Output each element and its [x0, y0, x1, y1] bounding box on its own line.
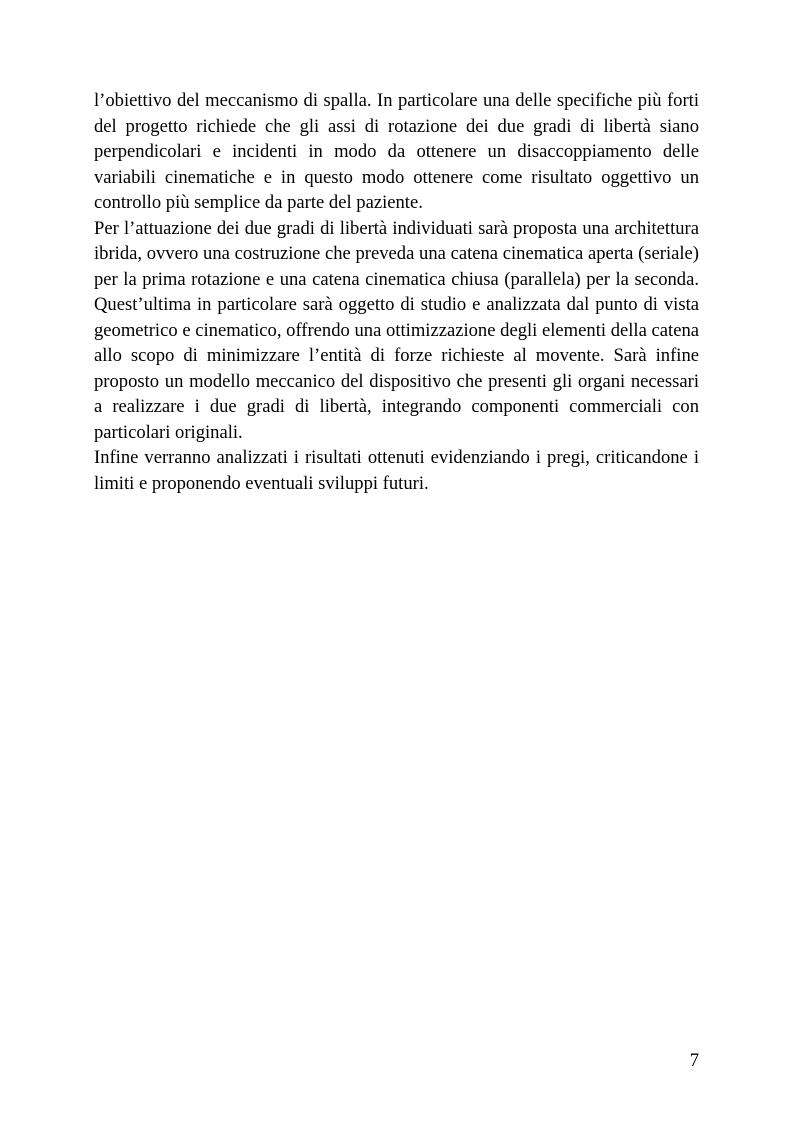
- body-text: [94, 88, 699, 496]
- paragraph-1: l’obiettivo del meccanismo di spalla. In particolare una delle specifiche più forti del progetto richiede che gli assi di rotazione dei due gradi di libertà siano perpendicolari e incidenti in modo da ottenere un disaccoppiamento delle variabili cinematiche e in questo modo ottenere come risultato oggettivo un controllo più semplice da parte del paziente.: [94, 90, 699, 213]
- paragraph-2: Per l’attuazione dei due gradi di libertà individuati sarà proposta una architettura ibrida, ovvero una costruzione che preveda una catena cinematica aperta (seriale) per la prima rotazione e una catena cinematica chiusa (parallela) per la seconda. Quest’ultima in particolare sarà oggetto di studio e analizzata dal punto di vista geometrico e cinematico, offrendo una ottimizzazione degli elementi della catena allo scopo di minimizzare l’entità di forze richieste al movente. Sarà infine proposto un modello meccanico del dispositivo che presenti gli organi necessari a realizzare i due gradi di libertà, integrando componenti commerciali con particolari originali.: [94, 217, 699, 443]
- page-number: 7: [689, 1050, 699, 1071]
- paragraph-3: Infine verranno analizzati i risultati ottenuti evidenziando i pregi, criticandone i limiti e proponendo eventuali sviluppi futuri.: [94, 447, 699, 494]
